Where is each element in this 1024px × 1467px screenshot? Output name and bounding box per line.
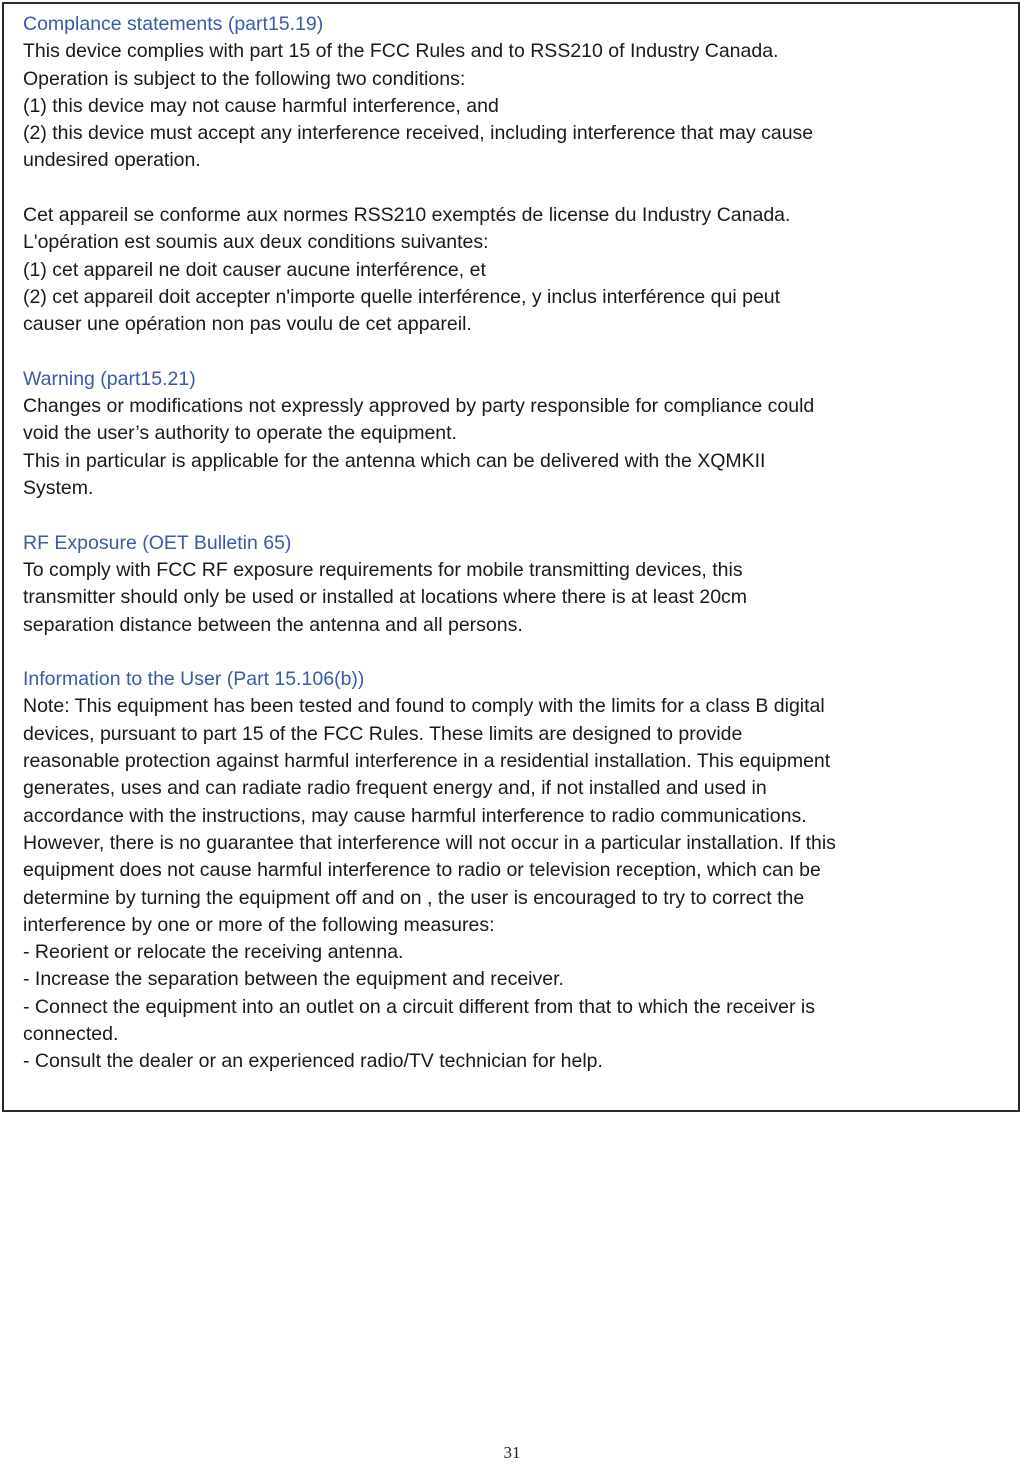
compliance-line: Operation is subject to the following two conditions: [23,67,466,90]
section-gap [23,339,1013,366]
user-info-heading: Information to the User (Part 15.106(b)) [23,668,365,691]
section-gap [23,639,1013,666]
regulatory-text [23,11,1013,1076]
warning-line: This in particular is applicable for the antenna which can be delivered with the XQMKII [23,449,766,472]
rf-exposure-line: separation distance between the antenna and all persons. [23,613,523,636]
user-info-line: generates, uses and can radiate radio frequent energy and, if not installed and used in [23,777,767,800]
rf-exposure-heading: RF Exposure (OET Bulletin 65) [23,531,292,554]
user-info-line: equipment does not cause harmful interference to radio or television reception, which can be [23,859,821,882]
compliance-line: undesired operation. [23,149,201,172]
measure-item: - Consult the dealer or an experienced radio/TV technician for help. [23,1050,603,1073]
compliance-line: This device complies with part 15 of the FCC Rules and to RSS210 of Industry Canada. [23,40,779,63]
warning-line: void the user’s authority to operate the equipment. [23,422,457,445]
user-info-line: interference by one or more of the following measures: [23,913,495,936]
measure-item: - Reorient or relocate the receiving antenna. [23,941,404,964]
page-number: 31 [503,1443,521,1462]
user-info-line: reasonable protection against harmful interference in a residential installation. This equipment [23,750,831,773]
warning-line: Changes or modifications not expressly approved by party responsible for compliance could [23,395,815,418]
rf-exposure-line: transmitter should only be used or installed at locations where there is at least 20cm [23,586,748,609]
french-line: Cet appareil se conforme aux normes RSS210 exemptés de license du Industry Canada. [23,204,791,227]
user-info-line: accordance with the instructions, may cause harmful interference to radio communications. [23,804,807,827]
content-frame [2,2,1020,1112]
user-info-line: determine by turning the equipment off and on , the user is encouraged to try to correct the [23,886,805,909]
compliance-line: (1) this device may not cause harmful interference, and [23,94,499,117]
french-line: L'opération est soumis aux deux conditions suivantes: [23,231,489,254]
measure-item: - Connect the equipment into an outlet on a circuit different from that to which the receiver is [23,995,815,1018]
user-info-line: Note: This equipment has been tested and found to comply with the limits for a class B digital [23,695,825,718]
measure-item: - Increase the separation between the equipment and receiver. [23,968,564,991]
rf-exposure-line: To comply with FCC RF exposure requirements for mobile transmitting devices, this [23,558,743,581]
french-line: (1) cet appareil ne doit causer aucune interférence, et [23,258,486,281]
compliance-heading: Complance statements (part15.19) [23,13,324,35]
french-line: causer une opération non pas voulu de cet appareil. [23,313,472,336]
section-gap [23,502,1013,529]
section-gap [23,175,1013,202]
warning-heading: Warning (part15.21) [23,367,196,390]
measure-item: connected. [23,1022,119,1045]
user-info-line: However, there is no guarantee that interference will not occur in a particular installation. If this [23,831,836,854]
warning-line: System. [23,477,94,500]
french-line: (2) cet appareil doit accepter n'importe quelle interférence, y inclus interférence qui peut [23,285,781,308]
user-info-line: devices, pursuant to part 15 of the FCC Rules. These limits are designed to provide [23,722,743,745]
compliance-line: (2) this device must accept any interference received, including interference that may cause [23,122,814,145]
